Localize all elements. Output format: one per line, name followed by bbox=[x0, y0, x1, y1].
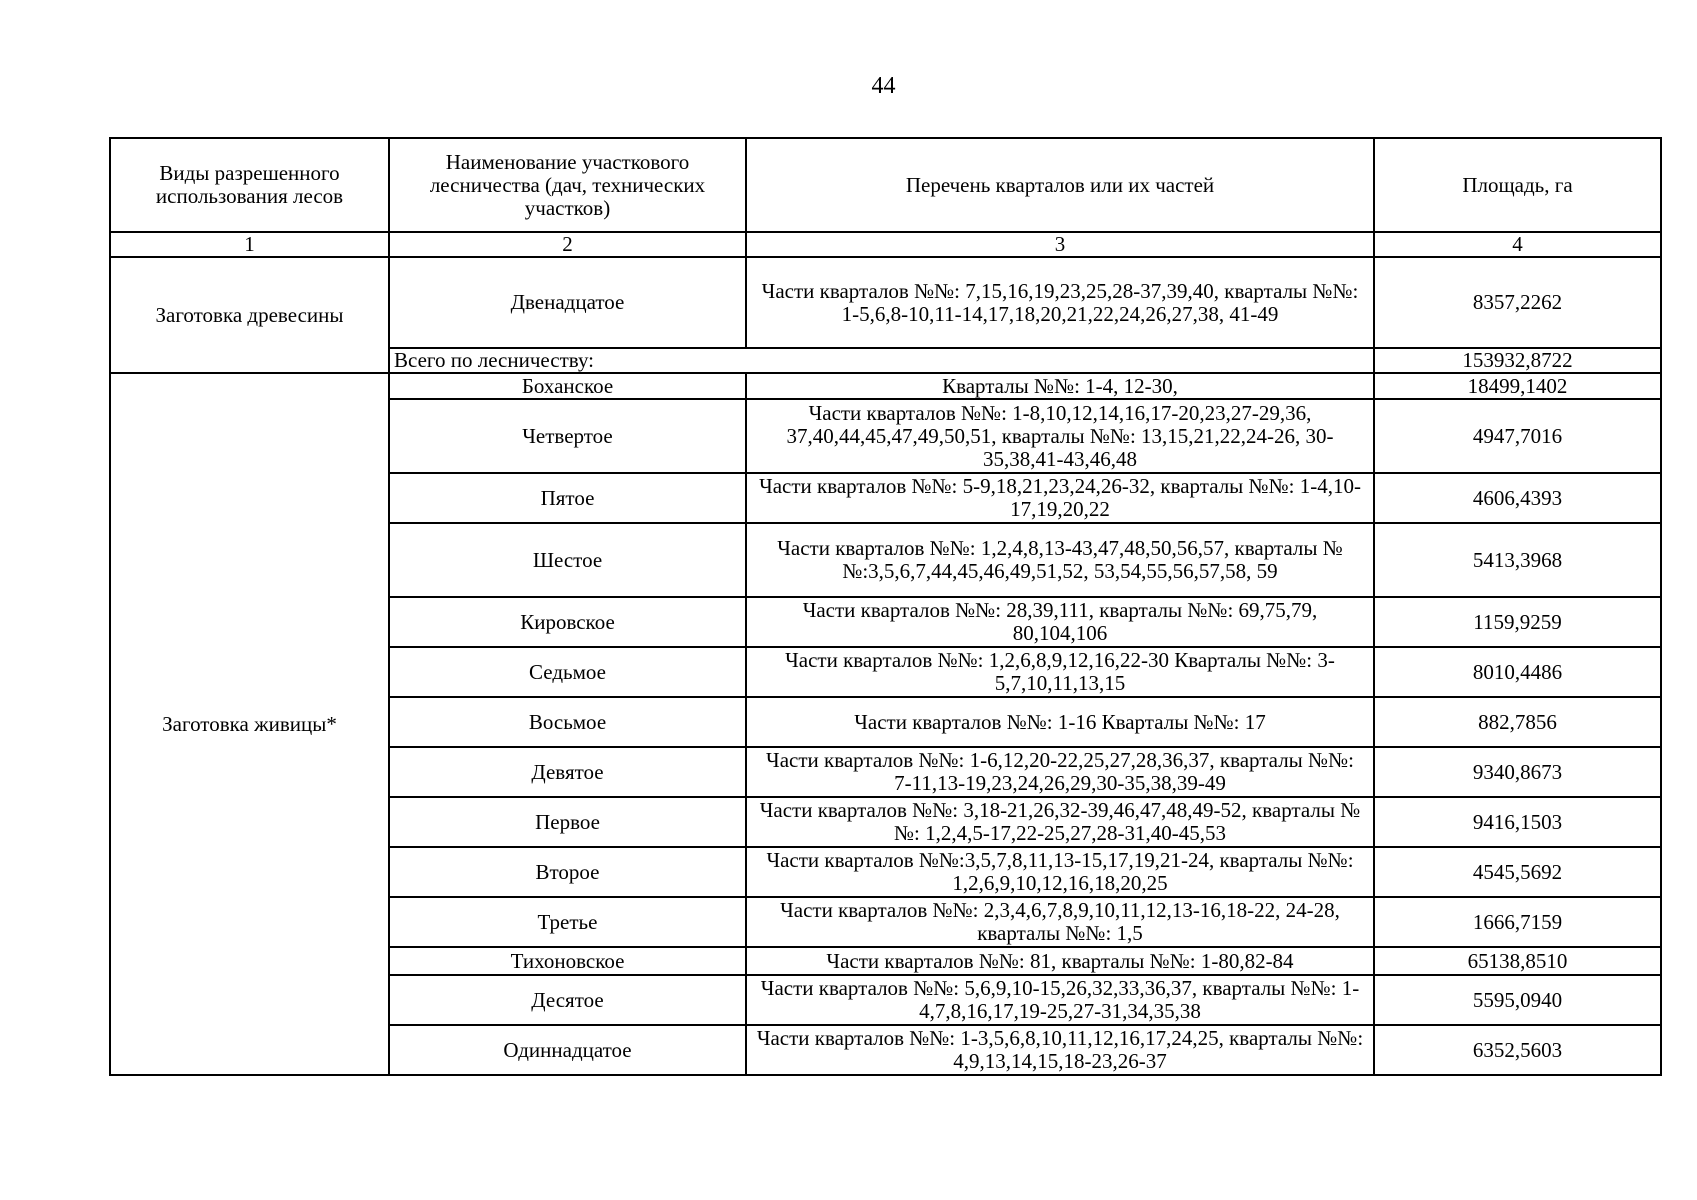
quarters-cell: Части кварталов №№: 2,3,4,6,7,8,9,10,11,12,13-16,18-22, 24-28, кварталы №№: 1,5 bbox=[746, 897, 1374, 947]
page-number: 44 bbox=[871, 73, 896, 99]
column-number: 1 bbox=[110, 232, 389, 257]
header-use-type: Виды разрешенного использования лесов bbox=[110, 138, 389, 232]
quarters-cell: Части кварталов №№: 5,6,9,10-15,26,32,33,36,37, кварталы №№: 1-4,7,8,16,17,19-25,27-31,34,35,38 bbox=[746, 975, 1374, 1025]
forestry-name-cell: Шестое bbox=[389, 523, 746, 597]
area-cell: 4606,4393 bbox=[1374, 473, 1661, 523]
column-number-row bbox=[110, 232, 1661, 257]
area-cell: 1159,9259 bbox=[1374, 597, 1661, 647]
area-cell: 1666,7159 bbox=[1374, 897, 1661, 947]
area-cell: 5413,3968 bbox=[1374, 523, 1661, 597]
area-cell: 8357,2262 bbox=[1374, 257, 1661, 348]
forestry-name-cell: Седьмое bbox=[389, 647, 746, 697]
quarters-cell: Части кварталов №№: 1,2,4,8,13-43,47,48,50,56,57, кварталы №№:3,5,6,7,44,45,46,49,51,52, 53,54,55,56,57,58, 59 bbox=[746, 523, 1374, 597]
quarters-cell: Части кварталов №№: 5-9,18,21,23,24,26-32, кварталы №№: 1-4,10-17,19,20,22 bbox=[746, 473, 1374, 523]
area-cell: 65138,8510 bbox=[1374, 947, 1661, 975]
forestry-name-cell: Кировское bbox=[389, 597, 746, 647]
use-type-cell: Заготовка древесины bbox=[110, 257, 389, 373]
quarters-cell: Части кварталов №№: 1-6,12,20-22,25,27,28,36,37, кварталы №№: 7-11,13-19,23,24,26,29,30-35,38,39-49 bbox=[746, 747, 1374, 797]
header-forestry-name: Наименование участкового лесничества (дач, технических участков) bbox=[389, 138, 746, 232]
quarters-cell: Части кварталов №№: 3,18-21,26,32-39,46,47,48,49-52, кварталы №№: 1,2,4,5-17,22-25,27,28-31,40-45,53 bbox=[746, 797, 1374, 847]
forestry-name-cell: Первое bbox=[389, 797, 746, 847]
area-cell: 5595,0940 bbox=[1374, 975, 1661, 1025]
header-quarters-list: Перечень кварталов или их частей bbox=[746, 138, 1374, 232]
use-type-cell: Заготовка живицы* bbox=[110, 373, 389, 1075]
total-value: 153932,8722 bbox=[1374, 348, 1661, 373]
forestry-name-cell: Десятое bbox=[389, 975, 746, 1025]
quarters-cell: Части кварталов №№: 7,15,16,19,23,25,28-37,39,40, кварталы №№: 1-5,6,8-10,11-14,17,18,20,21,22,24,26,27,38, 41-49 bbox=[746, 257, 1374, 348]
forest-use-table bbox=[109, 137, 1662, 1076]
forestry-name-cell: Одиннадцатое bbox=[389, 1025, 746, 1075]
quarters-cell: Части кварталов №№: 1-16 Кварталы №№: 17 bbox=[746, 697, 1374, 747]
column-number: 3 bbox=[746, 232, 1374, 257]
quarters-cell: Части кварталов №№: 81, кварталы №№: 1-80,82-84 bbox=[746, 947, 1374, 975]
forestry-name-cell: Тихоновское bbox=[389, 947, 746, 975]
quarters-cell: Части кварталов №№:3,5,7,8,11,13-15,17,19,21-24, кварталы №№: 1,2,6,9,10,12,16,18,20,25 bbox=[746, 847, 1374, 897]
quarters-cell: Части кварталов №№: 28,39,111, кварталы №№: 69,75,79, 80,104,106 bbox=[746, 597, 1374, 647]
quarters-cell: Части кварталов №№: 1,2,6,8,9,12,16,22-30 Кварталы №№: 3-5,7,10,11,13,15 bbox=[746, 647, 1374, 697]
table-header-row bbox=[110, 138, 1661, 232]
area-cell: 4545,5692 bbox=[1374, 847, 1661, 897]
area-cell: 6352,5603 bbox=[1374, 1025, 1661, 1075]
quarters-cell: Части кварталов №№: 1-3,5,6,8,10,11,12,16,17,24,25, кварталы №№: 4,9,13,14,15,18-23,26-37 bbox=[746, 1025, 1374, 1075]
header-area: Площадь, га bbox=[1374, 138, 1661, 232]
table-row bbox=[110, 257, 1661, 348]
forestry-name-cell: Пятое bbox=[389, 473, 746, 523]
table-row bbox=[110, 373, 1661, 399]
forestry-name-cell: Третье bbox=[389, 897, 746, 947]
area-cell: 8010,4486 bbox=[1374, 647, 1661, 697]
total-label: Всего по лесничеству: bbox=[389, 348, 1374, 373]
forestry-name-cell: Второе bbox=[389, 847, 746, 897]
area-cell: 882,7856 bbox=[1374, 697, 1661, 747]
quarters-cell: Кварталы №№: 1-4, 12-30, bbox=[746, 373, 1374, 399]
quarters-cell: Части кварталов №№: 1-8,10,12,14,16,17-20,23,27-29,36, 37,40,44,45,47,49,50,51, кварталы №№: 13,15,21,22,24-26, 30-35,38,41-43,46,48 bbox=[746, 399, 1374, 473]
forestry-name-cell: Четвертое bbox=[389, 399, 746, 473]
forestry-name-cell: Девятое bbox=[389, 747, 746, 797]
forestry-name-cell: Двенадцатое bbox=[389, 257, 746, 348]
area-cell: 9416,1503 bbox=[1374, 797, 1661, 847]
area-cell: 4947,7016 bbox=[1374, 399, 1661, 473]
column-number: 4 bbox=[1374, 232, 1661, 257]
forestry-name-cell: Боханское bbox=[389, 373, 746, 399]
area-cell: 18499,1402 bbox=[1374, 373, 1661, 399]
forestry-name-cell: Восьмое bbox=[389, 697, 746, 747]
area-cell: 9340,8673 bbox=[1374, 747, 1661, 797]
column-number: 2 bbox=[389, 232, 746, 257]
